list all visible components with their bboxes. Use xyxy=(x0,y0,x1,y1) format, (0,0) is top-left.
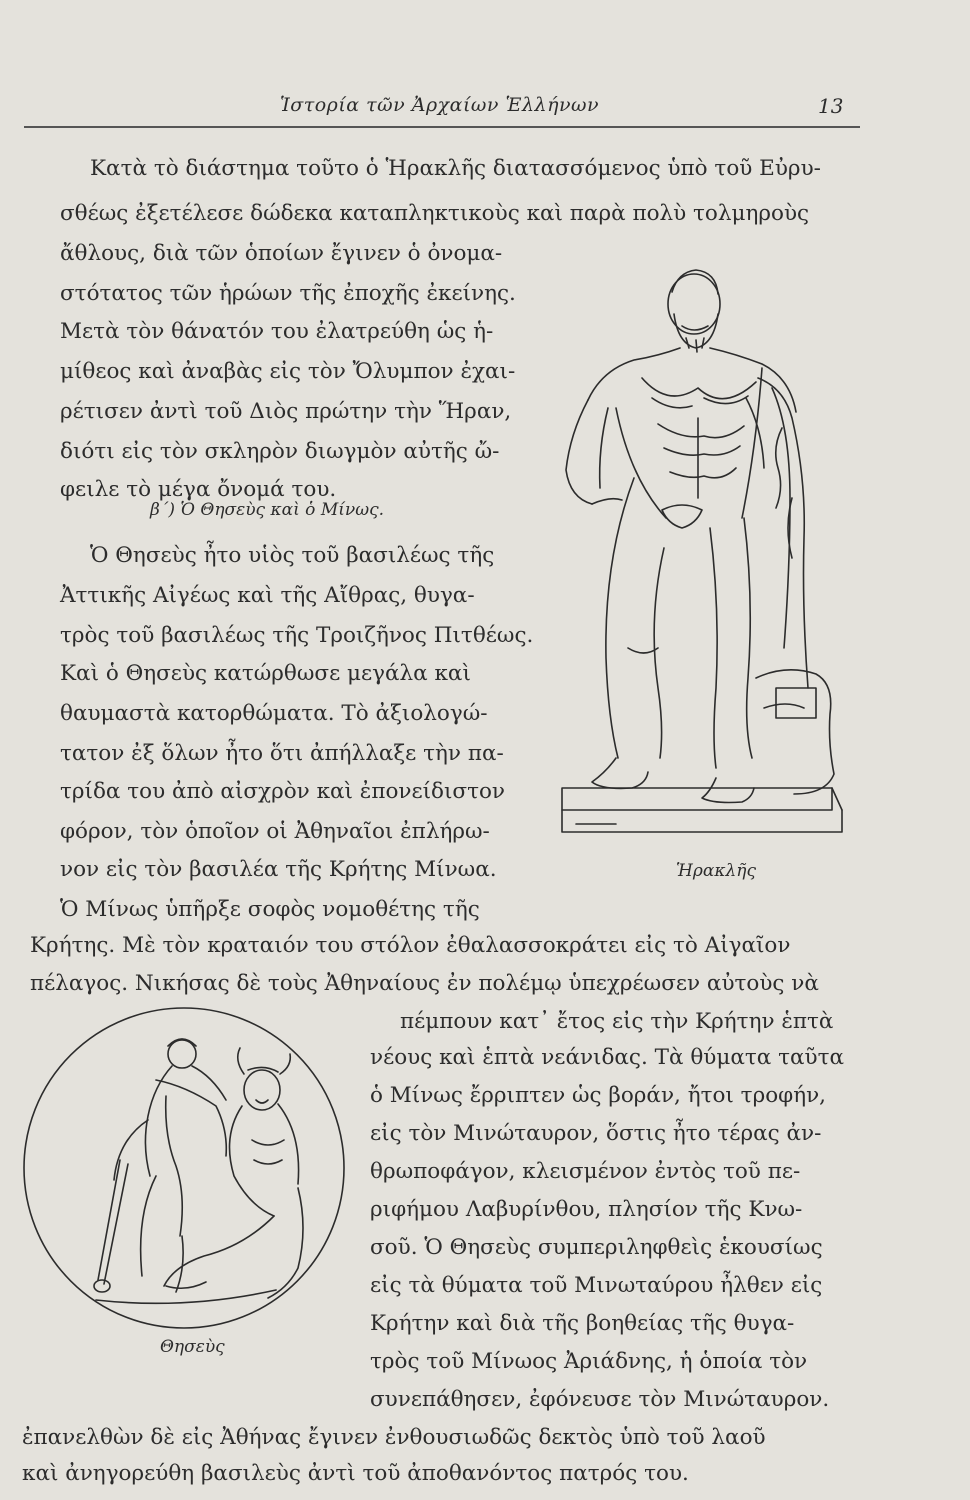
text-line: Κατὰ τὸ διάστημα τοῦτο ὁ Ἡρακλῆς διατασσόμενος ὑπὸ τοῦ Εὐρυ- xyxy=(90,156,821,181)
text-line: φόρον, τὸν ὁποῖον οἱ Ἀθηναῖοι ἐπλήρω- xyxy=(60,819,490,844)
text-line: Ὁ Θησεὺς ἦτο υἱὸς τοῦ βασιλέως τῆς xyxy=(90,543,495,568)
text-line: σοῦ. Ὁ Θησεὺς συμπεριληφθεὶς ἑκουσίως xyxy=(370,1235,823,1260)
text-line: νον εἰς τὸν βασιλέα τῆς Κρήτης Μίνωα. xyxy=(60,857,497,882)
text-line: Μετὰ τὸν θάνατόν του ἐλατρεύθη ὡς ἡ- xyxy=(60,319,494,344)
section-heading: β΄) Ὁ Θησεὺς καὶ ὁ Μίνως. xyxy=(150,500,385,520)
text-line: θαυμαστὰ κατορθώματα. Τὸ ἀξιολογώ- xyxy=(60,701,488,726)
text-line: στότατος τῶν ἡρώων τῆς ἐποχῆς ἐκείνης. xyxy=(60,281,516,306)
text-line: πέλαγος. Νικήσας δὲ τοὺς Ἀθηναίους ἐν πολέμῳ ὑπεχρέωσεν αὐτοὺς νὰ xyxy=(30,971,819,996)
header-rule xyxy=(24,126,860,128)
theseus-minotaur-medallion xyxy=(16,1000,352,1336)
text-line: ἄθλους, διὰ τῶν ὁποίων ἔγινεν ὁ ὀνομα- xyxy=(60,241,503,266)
text-line: εἰς τὸν Μινώταυρον, ὅστις ἦτο τέρας ἀν- xyxy=(370,1121,822,1146)
text-line: εἰς τὰ θύματα τοῦ Μινωταύρου ἦλθεν εἰς xyxy=(370,1273,823,1298)
text-line: τατον ἐξ ὅλων ἦτο ὅτι ἀπήλλαξε τὴν πα- xyxy=(60,741,504,766)
text-line: ὁ Μίνως ἔρριπτεν ὡς βοράν, ἤτοι τροφήν, xyxy=(370,1083,826,1108)
text-line: καὶ ἀνηγορεύθη βασιλεὺς ἀντὶ τοῦ ἀποθανόντος πατρός του. xyxy=(22,1461,689,1486)
text-line: Κρήτης. Μὲ τὸν κραταιόν του στόλον ἐθαλασσοκράτει εἰς τὸ Αἰγαῖον xyxy=(30,933,791,958)
text-line: Κρήτην καὶ διὰ τῆς βοηθείας τῆς θυγα- xyxy=(370,1311,795,1336)
theseus-caption: Θησεὺς xyxy=(160,1337,225,1357)
text-line: τρίδα του ἀπὸ αἰσχρὸν καὶ ἐπονείδιστον xyxy=(60,779,506,804)
hercules-caption: Ἡρακλῆς xyxy=(676,861,756,881)
text-line: Καὶ ὁ Θησεὺς κατώρθωσε μεγάλα καὶ xyxy=(60,661,471,686)
text-line: φειλε τὸ μέγα ὄνομά του. xyxy=(60,477,337,502)
text-line: μίθεος καὶ ἀναβὰς εἰς τὸν Ὄλυμπον ἐχαι- xyxy=(60,359,516,384)
text-line: διότι εἰς τὸν σκληρὸν διωγμὸν αὐτῆς ὤ- xyxy=(60,439,500,464)
text-line: ἐπανελθὼν δὲ εἰς Ἀθήνας ἔγινεν ἐνθουσιωδῶς δεκτὸς ὑπὸ τοῦ λαοῦ xyxy=(22,1425,766,1450)
text-line: σθέως ἐξετέλεσε δώδεκα καταπληκτικοὺς καὶ παρὰ πολὺ τολμηροὺς xyxy=(60,201,810,226)
text-line: τρὸς τοῦ Μίνωος Ἀριάδνης, ἡ ὁποία τὸν xyxy=(370,1349,808,1374)
text-line: τρὸς τοῦ βασιλέως τῆς Τροιζῆνος Πιτθέως. xyxy=(60,623,534,648)
text-line: πέμπουν κατ᾽ ἔτος εἰς τὴν Κρήτην ἑπτὰ xyxy=(400,1009,834,1034)
running-header-title: Ἱστορία τῶν Ἀρχαίων Ἑλλήνων xyxy=(280,94,600,116)
text-line: ριφήμου Λαβυρίνθου, πλησίον τῆς Κνω- xyxy=(370,1197,803,1222)
text-line: θρωποφάγον, κλεισμένον ἐντὸς τοῦ πε- xyxy=(370,1159,801,1184)
page-number: 13 xyxy=(818,94,844,118)
text-line: συνεπάθησεν, ἐφόνευσε τὸν Μινώταυρον. xyxy=(370,1387,830,1412)
text-line: Ἀττικῆς Αἰγέως καὶ τῆς Αἴθρας, θυγα- xyxy=(60,583,475,608)
hercules-statue-illustration xyxy=(546,248,846,840)
text-line: ρέτισεν ἀντὶ τοῦ Διὸς πρώτην τὴν Ἥραν, xyxy=(60,399,512,424)
text-line: Ὁ Μίνως ὑπῆρξε σοφὸς νομοθέτης τῆς xyxy=(60,897,480,922)
text-line: νέους καὶ ἑπτὰ νεάνιδας. Τὰ θύματα ταῦτα xyxy=(370,1045,844,1070)
